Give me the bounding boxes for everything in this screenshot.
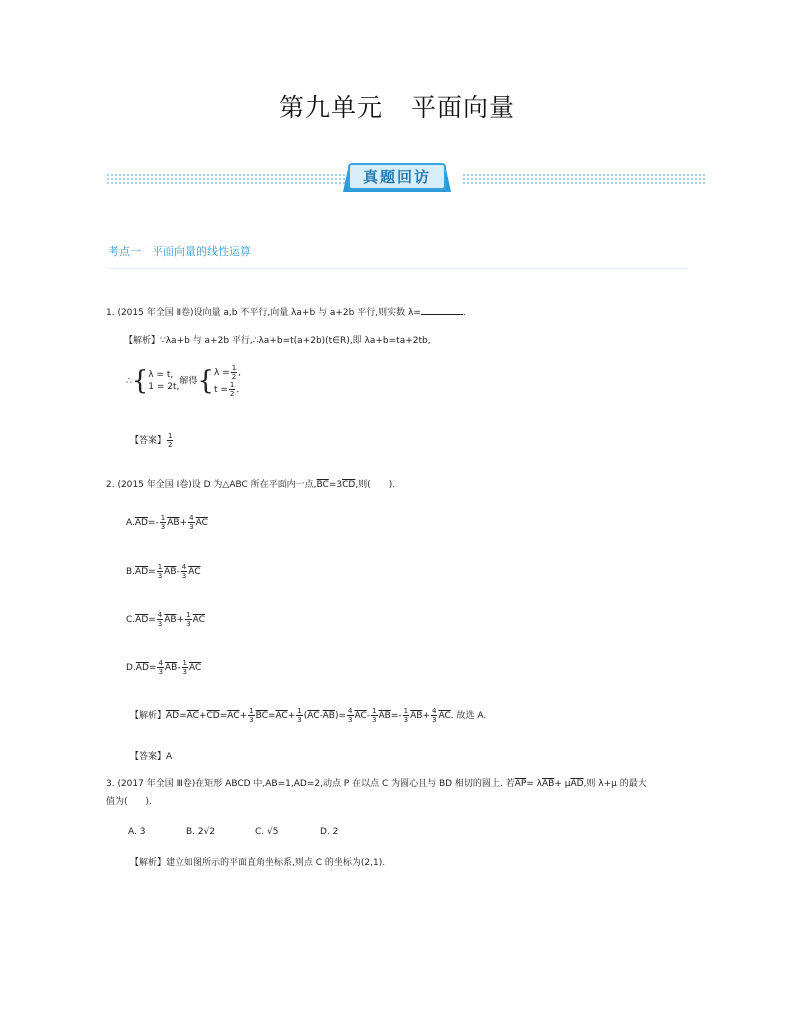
q3-analysis: 【解析】建立如图所示的平面直角坐标系,则点 C 的坐标为(2,1). [130, 858, 386, 868]
section-heading: 考点一 平面向量的线性运算 [108, 245, 251, 258]
q3-option-b: B. 2√2 [186, 827, 216, 837]
q2-answer: 【答案】A [130, 752, 173, 762]
page-title: 第九单元 平面向量 [278, 93, 516, 122]
q3-stem-line2: 值为( ). [106, 797, 152, 807]
q1-system: ∴{ λ = t, 1 = 2t, 解得{ λ = $\frac{1}{2}$ , t = $\frac{1}{2}$ . [126, 364, 242, 398]
q1-answer: 【答案】 $\frac{1}{2}$ [130, 432, 173, 449]
banner-label: 真题回访 [362, 168, 431, 186]
q3-option-d: D. 2 [320, 827, 339, 837]
q2-stem: 2. (2015 年全国 Ⅰ卷)设 D 为△ABC 所在平面内一点$,\overline{BC}=3\overline{CD}$,则( ). [106, 480, 396, 490]
q1-analysis: 【解析】∵λa+b 与 a+2b 平行,∴λa+b=t(a+2b)(t∈R),即 λa+b=ta+2tb, [124, 336, 431, 346]
q1-stem: 1. (2015 年全国 Ⅱ卷)设向量 a,b 不平行,向量 λa+b 与 a+2b 平行,则实数 λ= . [106, 305, 466, 319]
q2-option-d: $D.\overline{AD}=$ $\frac{4}{3}$ $\overline{AB}-$ $\frac{1}{3}$ $\overline{AC}$ [126, 659, 202, 676]
q2-option-c: $C.\overline{AD}=$ $\frac{4}{3}$ $\overline{AB}+$ $\frac{1}{3}$ $\overline{AC}$ [126, 611, 205, 628]
q3-option-c: C. √5 [255, 827, 279, 837]
q2-option-a: $A.\overline{AD}=-$ $\frac{1}{3}$ $\overline{AB}+$ $\frac{4}{3}$ $\overline{AC}$ [126, 514, 208, 531]
dotted-divider-left [106, 173, 351, 185]
q3-stem: 3. (2017 年全国 Ⅲ卷)在矩形 ABCD 中,AB=1,AD=2,动点 P 在以点 C 为圆心且与 BD 相切的圆上. 若$\overline{AP}= \lambda\overline{AB}+ \mu\overline{AD}$,则 λ+μ 的最大 [106, 779, 647, 789]
q3-option-a: A. 3 [128, 827, 146, 837]
q2-analysis: 【解析】$\overline{AD}=\overline{AC}+\overline{CD}=\overline{AC}+$ $\frac{1}{3}$ $\overline{BC}=\overline{AC}+$ $\frac{1}{3}$ $(\overline{AC}-\overline{AB})=$ $\frac{4}{3}$ $\overline{AC}-$ $\frac{1}{3}$ $\overline{AB}=-$ $\frac{1}{3}$ $\overline{AB}+$ $\frac{4}{3}$ $\overline{AC}$. 故选 A. [130, 707, 487, 724]
answer-blank [421, 305, 463, 315]
section-divider [108, 268, 688, 269]
dotted-divider-right [462, 173, 707, 185]
q2-option-b: $B.\overline{AD}=$ $\frac{1}{3}$ $\overline{AB}-$ $\frac{4}{3}$ $\overline{AC}$ [126, 563, 201, 580]
